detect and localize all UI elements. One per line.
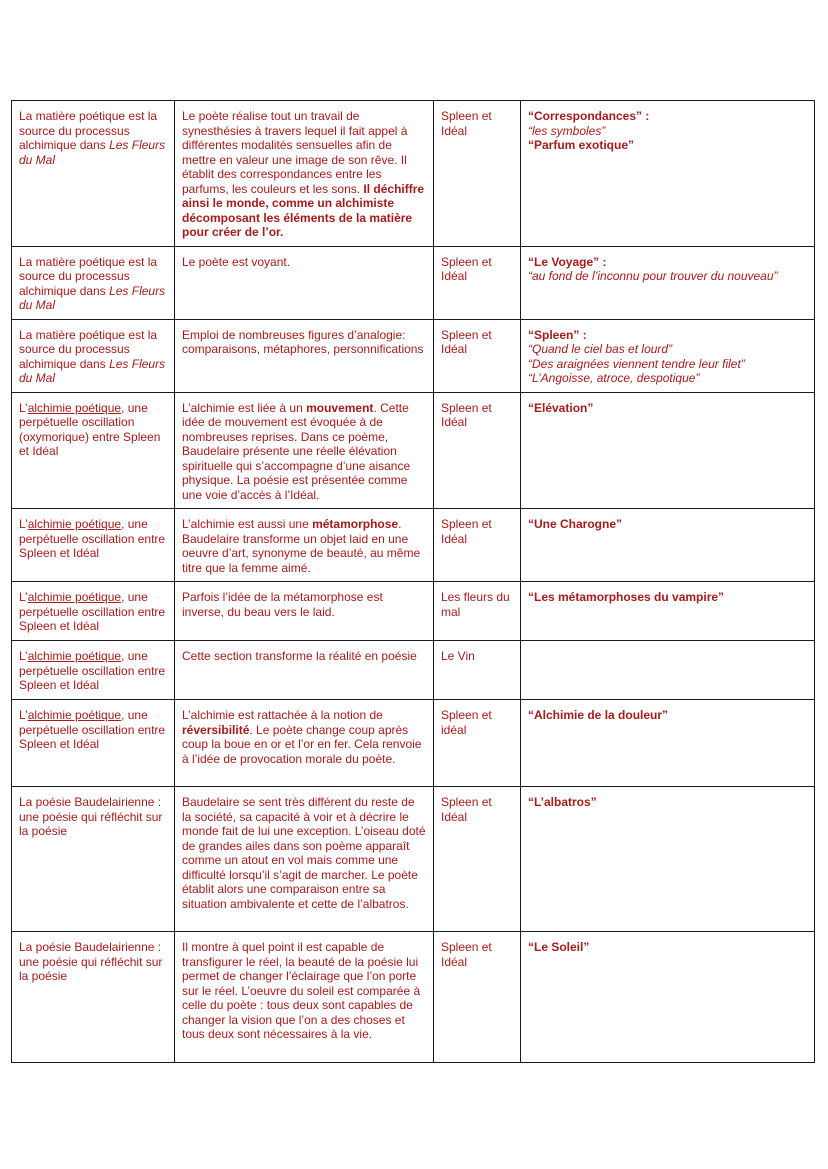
theme-cell: L’alchimie poétique, une perpétuelle oscillation entre Spleen et Idéal <box>12 582 175 641</box>
poems-cell: “Alchimie de la douleur” <box>521 700 815 787</box>
explanation-cell: Parfois l’idée de la métamorphose est inverse, du beau vers le laid. <box>175 582 434 641</box>
poems-cell <box>521 641 815 700</box>
table-row <box>12 787 815 932</box>
explanation-cell: L’alchimie est liée à un mouvement. Cette idée de mouvement est évoquée à de nombreuses reprises. Dans ce poème, Baudelaire présente une réelle élévation spirituelle qui s’accompagne d’une aisance physique. La poésie est présentée comme une voie d’accès à l’Idéal. <box>175 392 434 509</box>
table-row <box>12 246 815 319</box>
explanation-cell: Cette section transforme la réalité en poésie <box>175 641 434 700</box>
table-row <box>12 509 815 582</box>
section-cell: Spleen et Idéal <box>434 319 521 392</box>
table-row <box>12 641 815 700</box>
theme-cell: L’alchimie poétique, une perpétuelle oscillation entre Spleen et Idéal <box>12 509 175 582</box>
theme-cell: La matière poétique est la source du processus alchimique dans Les Fleurs du Mal <box>12 319 175 392</box>
section-cell: Le Vin <box>434 641 521 700</box>
poems-cell: “Le Voyage” : “au fond de l’inconnu pour trouver du nouveau” <box>521 246 815 319</box>
table-row <box>12 932 815 1063</box>
poems-cell: “Spleen” : “Quand le ciel bas et lourd” “Des araignées viennent tendre leur filet” “L’Angoisse, atroce, despotique” <box>521 319 815 392</box>
section-cell: Les fleurs du mal <box>434 582 521 641</box>
theme-cell: La poésie Baudelairienne : une poésie qui réfléchit sur la poésie <box>12 787 175 932</box>
notes-table <box>11 100 815 1063</box>
explanation-cell: Il montre à quel point il est capable de transfigurer le réel, la beauté de la poésie lui permet de changer l’éclairage que l’on porte sur le réel. L’oeuvre du soleil est comparée à celle du poète : tous deux sont capables de changer la vision que l’on a des choses et tous deux sont nécessaires à la vie. <box>175 932 434 1063</box>
table-row <box>12 101 815 247</box>
theme-cell: La matière poétique est la source du processus alchimique dans Les Fleurs du Mal <box>12 246 175 319</box>
table-row <box>12 319 815 392</box>
explanation-cell: Le poète est voyant. <box>175 246 434 319</box>
table-row <box>12 700 815 787</box>
explanation-cell: L’alchimie est rattachée à la notion de réversibilité. Le poète change coup après coup la boue en or et l’or en fer. Cela renvoie à l’idée de provocation morale du poète. <box>175 700 434 787</box>
theme-cell: L’alchimie poétique, une perpétuelle oscillation entre Spleen et Idéal <box>12 700 175 787</box>
poems-cell: “Le Soleil” <box>521 932 815 1063</box>
poems-cell: “Les métamorphoses du vampire” <box>521 582 815 641</box>
poems-cell: “Correspondances” : “les symboles” “Parfum exotique” <box>521 101 815 247</box>
section-cell: Spleen et idéal <box>434 700 521 787</box>
poems-cell: “L’albatros” <box>521 787 815 932</box>
section-cell: Spleen et Idéal <box>434 787 521 932</box>
explanation-cell: Le poète réalise tout un travail de synesthésies à travers lequel il fait appel à différentes modalités sensuelles afin de mettre en valeur une image de son rêve. Il établit des correspondances entre les parfums, les couleurs et les sons. Il déchiffre ainsi le monde, comme un alchimiste décomposant les éléments de la matière pour créer de l’or. <box>175 101 434 247</box>
poems-cell: “Elévation” <box>521 392 815 509</box>
section-cell: Spleen et Idéal <box>434 392 521 509</box>
explanation-cell: L’alchimie est aussi une métamorphose. Baudelaire transforme un objet laid en une oeuvre d’art, synonyme de beauté, au même titre que la femme aimé. <box>175 509 434 582</box>
section-cell: Spleen et Idéal <box>434 246 521 319</box>
poems-cell: “Une Charogne” <box>521 509 815 582</box>
theme-cell: La matière poétique est la source du processus alchimique dans Les Fleurs du Mal <box>12 101 175 247</box>
theme-cell: La poésie Baudelairienne : une poésie qui réfléchit sur la poésie <box>12 932 175 1063</box>
table-row <box>12 392 815 509</box>
explanation-cell: Baudelaire se sent très différent du reste de la société, sa capacité à voir et à décrire le monde fait de lui une exception. L’oiseau doté de grandes ailes dans son poème apparaît comme un atout en vol mais comme une difficulté lorsqu’il s’agit de marcher. Le poète établit alors une comparaison entre sa situation ambivalente et cette de l’albatros. <box>175 787 434 932</box>
section-cell: Spleen et Idéal <box>434 509 521 582</box>
table-row <box>12 582 815 641</box>
theme-cell: L’alchimie poétique, une perpétuelle oscillation entre Spleen et Idéal <box>12 641 175 700</box>
section-cell: Spleen et Idéal <box>434 932 521 1063</box>
explanation-cell: Emploi de nombreuses figures d’analogie: comparaisons, métaphores, personnifications <box>175 319 434 392</box>
section-cell: Spleen et Idéal <box>434 101 521 247</box>
theme-cell: L’alchimie poétique, une perpétuelle oscillation (oxymorique) entre Spleen et Idéal <box>12 392 175 509</box>
